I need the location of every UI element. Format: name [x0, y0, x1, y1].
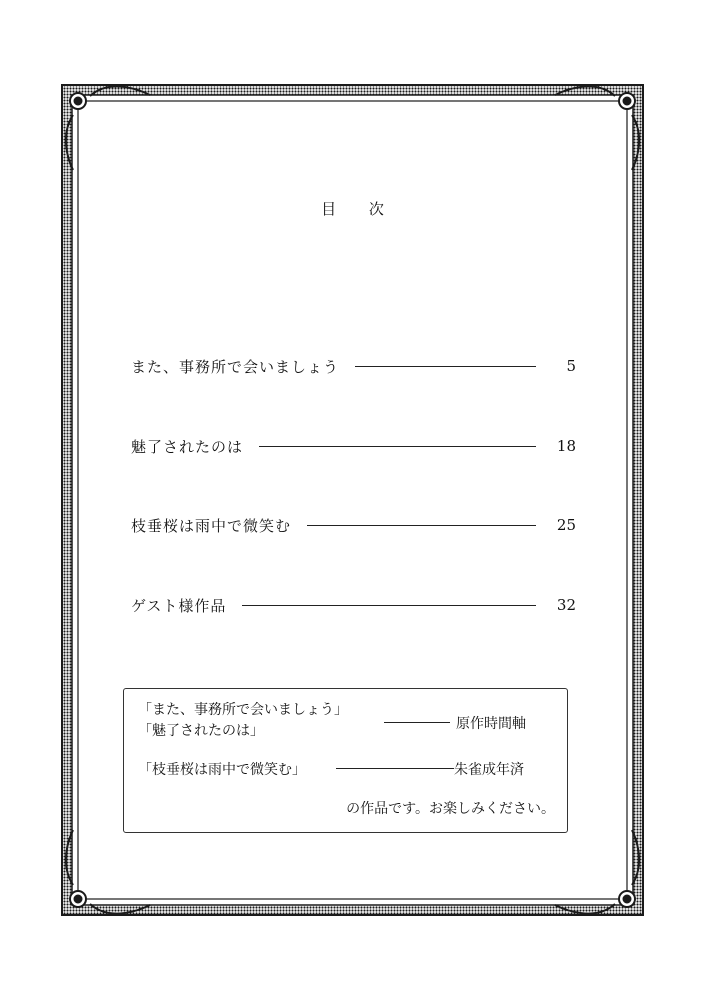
- note-title-3: 「枝垂桜は雨中で微笑む」: [138, 762, 306, 778]
- toc-entry-label: 魅了されたのは: [131, 437, 244, 456]
- toc-entry-label: ゲスト様作品: [131, 596, 227, 615]
- note-closing: の作品です。お楽しみください。: [346, 801, 555, 817]
- note-title-2: 「魅了されたのは」: [138, 723, 264, 739]
- toc-page-number: 5: [566, 357, 576, 375]
- note-rule-1: [384, 722, 450, 723]
- toc-entry-label: 枝垂桜は雨中で微笑む: [131, 516, 292, 535]
- toc-page-number: 32: [556, 596, 576, 614]
- credits-note-box: [123, 688, 568, 833]
- toc-entry[interactable]: [131, 354, 576, 378]
- toc-entry[interactable]: [131, 513, 576, 537]
- toc-entry[interactable]: [131, 434, 576, 458]
- toc-page-number: 18: [556, 437, 576, 455]
- toc-leader-line: [242, 605, 536, 606]
- corner-ornament-tr: [619, 93, 635, 109]
- corner-ornament-tl: [70, 93, 86, 109]
- note-rule-2: [336, 768, 454, 769]
- note-author-1: 原作時間軸: [456, 716, 526, 732]
- toc-leader-line: [307, 525, 536, 526]
- page-title: 目 次: [321, 200, 398, 218]
- note-title-1: 「また、事務所で会いましょう」: [138, 702, 348, 718]
- toc-leader-line: [355, 366, 536, 367]
- toc-page-number: 25: [556, 516, 576, 534]
- toc-leader-line: [259, 446, 536, 447]
- toc-entry[interactable]: [131, 593, 576, 617]
- note-author-2: 朱雀成年済: [454, 762, 524, 778]
- corner-ornament-br: [619, 891, 635, 907]
- corner-ornament-bl: [70, 891, 86, 907]
- toc-entry-label: また、事務所で会いましょう: [131, 357, 340, 376]
